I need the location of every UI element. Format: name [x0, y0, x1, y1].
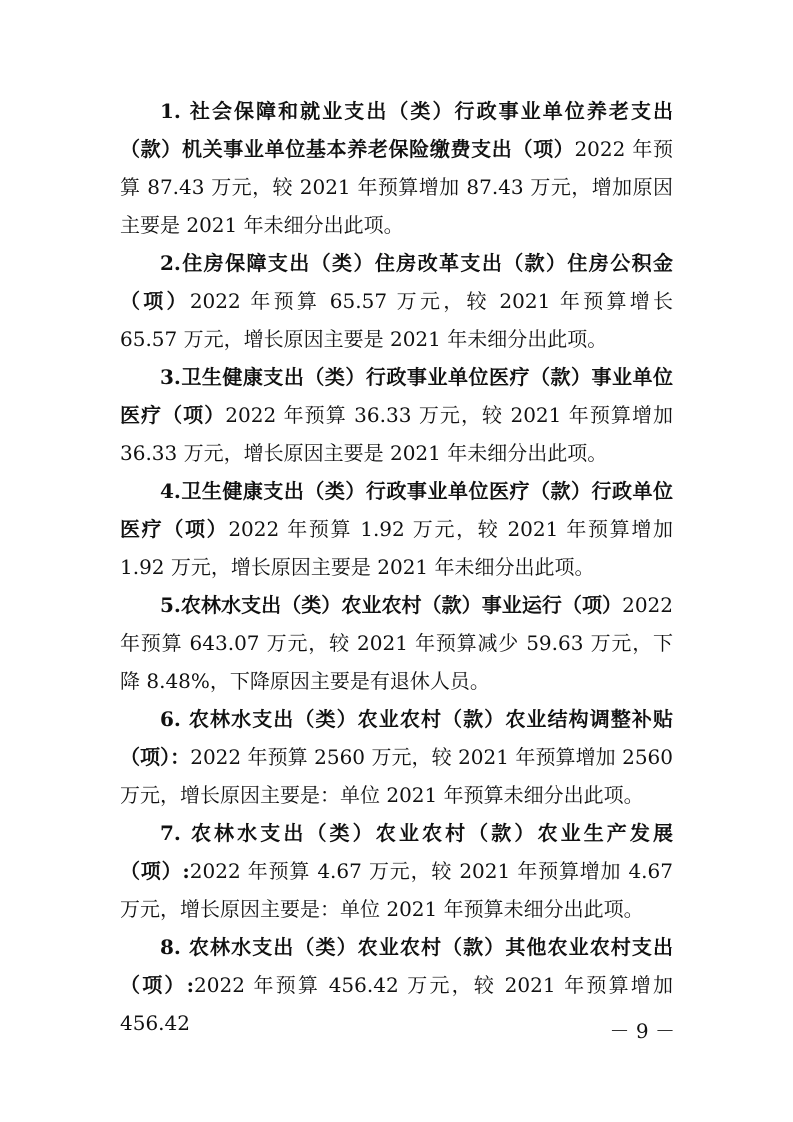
item-text: 2022 年预算 1.92 万元，较 2021 年预算增加 1.92 万元，增长原因主要是 2021 年未细分出此项。 — [120, 517, 673, 579]
budget-item-8 — [120, 928, 673, 1042]
item-text: 2022 年预算 2560 万元，较 2021 年预算增加 2560 万元，增长原因主要是：单位 2021 年预算未细分出此项。 — [120, 745, 673, 807]
item-text: 2022 年预算 87.43 万元，较 2021 年预算增加 87.43 万元，增加原因主要是 2021 年未细分出此项。 — [120, 137, 674, 237]
item-heading: 8. 农林水支出（类）农业农村（款）其他农业农村支出（项）: — [120, 935, 673, 997]
budget-item-4 — [120, 472, 673, 586]
item-heading: 4.卫生健康支出（类）行政事业单位医疗（款）行政单位医疗（项） — [120, 479, 673, 541]
item-heading: 5.农林水支出（类）农业农村（款）事业运行（项） — [160, 593, 623, 617]
budget-item-2 — [120, 244, 673, 358]
document-body — [120, 92, 673, 1042]
item-heading: 7. 农林水支出（类）农业农村（款）农业生产发展（项）: — [120, 821, 673, 883]
item-text: 2022 年预算 643.07 万元，较 2021 年预算减少 59.63 万元，下降 8.48%，下降原因主要是有退休人员。 — [120, 593, 673, 693]
page-number: － 9 － — [609, 1019, 675, 1043]
budget-item-6 — [120, 700, 673, 814]
item-text: 2022 年预算 36.33 万元，较 2021 年预算增加 36.33 万元，增长原因主要是 2021 年未细分出此项。 — [120, 403, 674, 465]
item-text: 2022 年预算 4.67 万元，较 2021 年预算增加 4.67 万元，增长原因主要是：单位 2021 年预算未细分出此项。 — [120, 859, 673, 921]
budget-item-1 — [120, 92, 673, 244]
budget-item-7 — [120, 814, 673, 928]
item-heading: 2.住房保障支出（类）住房改革支出（款）住房公积金（项） — [120, 251, 673, 313]
item-heading: 6. 农林水支出（类）农业农村（款）农业结构调整补贴（项）： — [120, 707, 673, 769]
item-heading: 3.卫生健康支出（类）行政事业单位医疗（款）事业单位医疗（项） — [120, 365, 673, 427]
item-heading: 1. 社会保障和就业支出（类）行政事业单位养老支出（款）机关事业单位基本养老保险缴费支出（项） — [120, 99, 673, 161]
budget-item-5 — [120, 586, 673, 700]
item-text: 2022 年预算 456.42 万元，较 2021 年预算增加 456.42 — [120, 973, 673, 1035]
budget-item-3 — [120, 358, 673, 472]
item-text: 2022 年预算 65.57 万元，较 2021 年预算增长 65.57 万元，增长原因主要是 2021 年未细分出此项。 — [120, 289, 674, 351]
